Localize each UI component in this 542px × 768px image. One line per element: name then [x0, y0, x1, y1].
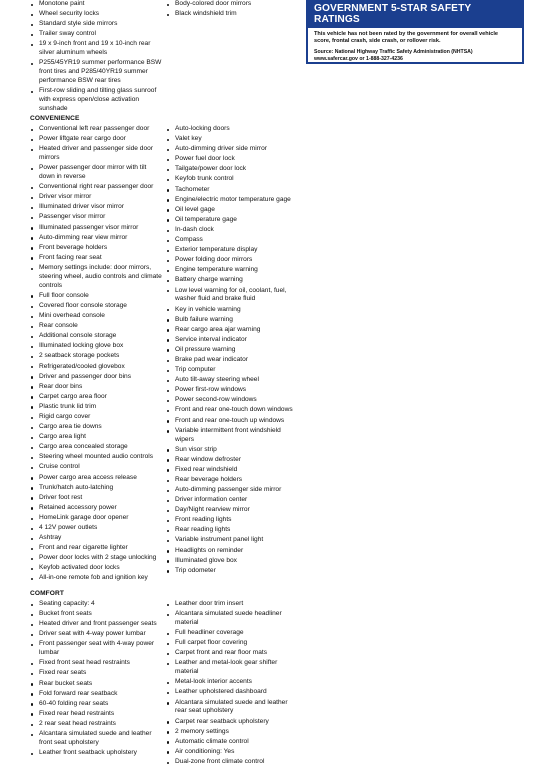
list-item: Front passenger seat with 4-way power lumbar: [30, 640, 163, 658]
list-item: Rear door bins: [30, 383, 163, 392]
list-item: Power cargo area access release: [30, 474, 163, 483]
list-item: 19 x 9-inch front and 19 x 10-inch rear silver aluminum wheels: [30, 40, 163, 58]
list-item: Additional console storage: [30, 332, 163, 341]
convenience-left: [30, 125, 164, 585]
list-item: Low level warning for oil, coolant, fuel, washer fluid and brake fluid: [166, 287, 299, 305]
list-item: Day/Night rearview mirror: [166, 506, 299, 515]
top-features-left: [30, 0, 164, 115]
list-item: Metal-look interior accents: [166, 678, 299, 687]
list-item: Mini overhead console: [30, 312, 163, 321]
list-item: 4 12V power outlets: [30, 524, 163, 533]
list-item: Driver visor mirror: [30, 193, 163, 202]
list-item: Power door locks with 2 stage unlocking: [30, 554, 163, 563]
list-item: Leather and metal-look gear shifter material: [166, 659, 299, 677]
list-item: Plastic trunk lid trim: [30, 403, 163, 412]
list-item: Illuminated driver visor mirror: [30, 203, 163, 212]
list-item: Seating capacity: 4: [30, 600, 163, 609]
list-item: Rear window defroster: [166, 456, 299, 465]
list-item: Cargo area tie downs: [30, 423, 163, 432]
list-item: Carpet rear seatback upholstery: [166, 718, 299, 727]
list-item: Air conditioning: Yes: [166, 748, 299, 757]
list-item: Keyfob trunk control: [166, 175, 299, 184]
list-item: Oil level gage: [166, 206, 299, 215]
safety-ratings-source: Source: National Highway Traffic Safety Administration (NHTSA): [314, 49, 473, 56]
list-item: Steering wheel mounted audio controls: [30, 453, 163, 462]
list-item: Sun visor strip: [166, 446, 299, 455]
list-item: Power passenger door mirror with tilt down in reverse: [30, 164, 163, 182]
list-item: Fold forward rear seatback: [30, 690, 163, 699]
list-item: Key in vehicle warning: [166, 306, 299, 315]
list-item: Monotone paint: [30, 0, 163, 9]
list-item: Fixed rear head restraints: [30, 710, 163, 719]
list-item: Exterior temperature display: [166, 246, 299, 255]
list-item: Black windshield trim: [166, 10, 299, 19]
comfort-left: [30, 600, 164, 768]
comfort-right: [164, 600, 296, 768]
list-item: Rear bucket seats: [30, 680, 163, 689]
list-item: Illuminated locking glove box: [30, 342, 163, 351]
list-item: Alcantara simulated suede headliner material: [166, 610, 299, 628]
list-item: Front and rear one-touch down windows: [166, 406, 299, 415]
list-item: All-in-one remote fob and ignition key: [30, 574, 163, 583]
list-item: Cargo area concealed storage: [30, 443, 163, 452]
list-item: Full headliner coverage: [166, 629, 299, 638]
list-item: Front and rear one-touch up windows: [166, 417, 299, 426]
comfort-heading: COMFORT: [30, 590, 65, 597]
list-item: Illuminated passenger visor mirror: [30, 224, 163, 233]
list-item: Memory settings include: door mirrors, steering wheel, audio controls and climate controls: [30, 264, 163, 291]
list-item: Variable instrument panel light: [166, 536, 299, 545]
list-item: Rear console: [30, 322, 163, 331]
top-features-right: [164, 0, 296, 115]
list-item: Keyfob activated door locks: [30, 564, 163, 573]
list-item: Full carpet floor covering: [166, 639, 299, 648]
list-item: Driver information center: [166, 496, 299, 505]
list-item: Heated driver and passenger side door mirrors: [30, 145, 163, 163]
convenience-heading: CONVENIENCE: [30, 115, 80, 122]
list-item: 2 rear seat head restraints: [30, 720, 163, 729]
list-item: Front beverage holders: [30, 244, 163, 253]
list-item: Wheel security locks: [30, 10, 163, 19]
comfort-features: [30, 600, 300, 768]
list-item: Fixed rear seats: [30, 669, 163, 678]
list-item: Power fuel door lock: [166, 155, 299, 164]
list-item: Heated driver and front passenger seats: [30, 620, 163, 629]
list-item: P255/45YR19 summer performance BSW front tires and P285/40YR19 summer performance BSW rear tires: [30, 59, 163, 86]
list-item: Full floor console: [30, 292, 163, 301]
list-item: Alcantara simulated suede and leather front seat upholstery: [30, 730, 163, 748]
list-item: Variable intermittent front windshield wipers: [166, 427, 299, 445]
list-item: Driver and passenger door bins: [30, 373, 163, 382]
list-item: Body-colored door mirrors: [166, 0, 299, 9]
list-item: Auto-dimming rear view mirror: [30, 234, 163, 243]
list-item: Power second-row windows: [166, 396, 299, 405]
list-item: Driver foot rest: [30, 494, 163, 503]
list-item: Conventional right rear passenger door: [30, 183, 163, 192]
list-item: Trailer sway control: [30, 30, 163, 39]
list-item: Headlights on reminder: [166, 547, 299, 556]
list-item: 2 memory settings: [166, 728, 299, 737]
list-item: Engine/electric motor temperature gage: [166, 196, 299, 205]
convenience-features: [30, 125, 300, 585]
list-item: Rigid cargo cover: [30, 413, 163, 422]
list-item: Oil temperature gage: [166, 216, 299, 225]
list-item: Auto tilt-away steering wheel: [166, 376, 299, 385]
safety-ratings-title: GOVERNMENT 5-STAR SAFETY RATINGS: [308, 0, 522, 28]
safety-ratings-box: [306, 0, 524, 64]
list-item: Auto-dimming driver side mirror: [166, 145, 299, 154]
safety-ratings-note: This vehicle has not been rated by the government for overall vehicle score, frontal crash, side crash, or rollover risk.: [314, 31, 499, 45]
list-item: Brake pad wear indicator: [166, 356, 299, 365]
list-item: Front facing rear seat: [30, 254, 163, 263]
list-item: 2 seatback storage pockets: [30, 352, 163, 361]
list-item: Oil pressure warning: [166, 346, 299, 355]
list-item: Retained accessory power: [30, 504, 163, 513]
list-item: Power liftgate rear cargo door: [30, 135, 163, 144]
list-item: Bucket front seats: [30, 610, 163, 619]
list-item: Trip odometer: [166, 567, 299, 576]
safety-ratings-contact: www.safercar.gov or 1-888-327-4236: [314, 56, 403, 62]
list-item: Carpet front and rear floor mats: [166, 649, 299, 658]
list-item: First-row sliding and tilting glass sunroof with express open/close activation sunshade: [30, 87, 163, 114]
list-item: Standard style side mirrors: [30, 20, 163, 29]
list-item: Bulb failure warning: [166, 316, 299, 325]
list-item: Fixed rear windshield: [166, 466, 299, 475]
list-item: Cruise control: [30, 463, 163, 472]
list-item: Rear reading lights: [166, 526, 299, 535]
list-item: Leather front seatback upholstery: [30, 749, 163, 758]
list-item: Trunk/hatch auto-latching: [30, 484, 163, 493]
top-features: [30, 0, 300, 115]
list-item: Refrigerated/cooled glovebox: [30, 363, 163, 372]
list-item: Covered floor console storage: [30, 302, 163, 311]
list-item: Valet key: [166, 135, 299, 144]
list-item: Cargo area light: [30, 433, 163, 442]
list-item: Alcantara simulated suede and leather rear seat upholstery: [166, 699, 299, 717]
list-item: Front reading lights: [166, 516, 299, 525]
list-item: Rear cargo area ajar warning: [166, 326, 299, 335]
list-item: Engine temperature warning: [166, 266, 299, 275]
list-item: HomeLink garage door opener: [30, 514, 163, 523]
convenience-right: [164, 125, 296, 585]
list-item: Rear beverage holders: [166, 476, 299, 485]
list-item: Conventional left rear passenger door: [30, 125, 163, 134]
list-item: Front and rear cigarette lighter: [30, 544, 163, 553]
list-item: Leather upholstered dashboard: [166, 688, 299, 697]
list-item: Power first-row windows: [166, 386, 299, 395]
list-item: Ashtray: [30, 534, 163, 543]
list-item: Leather door trim insert: [166, 600, 299, 609]
list-item: Tachometer: [166, 186, 299, 195]
list-item: Battery charge warning: [166, 276, 299, 285]
list-item: In-dash clock: [166, 226, 299, 235]
list-item: Auto-dimming passenger side mirror: [166, 486, 299, 495]
list-item: Power folding door mirrors: [166, 256, 299, 265]
list-item: Auto-locking doors: [166, 125, 299, 134]
list-item: Illuminated glove box: [166, 557, 299, 566]
list-item: Driver seat with 4-way power lumbar: [30, 630, 163, 639]
list-item: Fixed front seat head restraints: [30, 659, 163, 668]
list-item: Service interval indicator: [166, 336, 299, 345]
list-item: Automatic climate control: [166, 738, 299, 747]
list-item: Trip computer: [166, 366, 299, 375]
list-item: Passenger visor mirror: [30, 213, 163, 222]
list-item: Carpet cargo area floor: [30, 393, 163, 402]
list-item: 60-40 folding rear seats: [30, 700, 163, 709]
list-item: Compass: [166, 236, 299, 245]
list-item: Tailgate/power door lock: [166, 165, 299, 174]
list-item: Dual-zone front climate control: [166, 758, 299, 767]
